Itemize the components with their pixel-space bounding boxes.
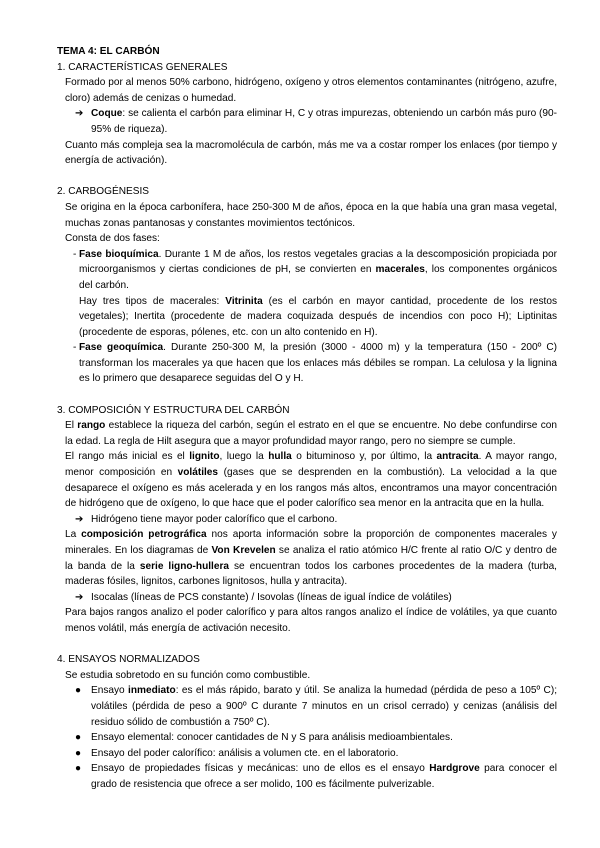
document-page — [57, 44, 557, 793]
document-title: TEMA 4: EL CARBÓN — [57, 46, 160, 57]
paragraph: El rango establece la riqueza del carbón, según el estrato en el que se encuentre. No debe confundirse con la edad. La regla de Hilt asegura que a mayor profundidad mayor rango, pero no siempre se cumple. — [65, 420, 557, 447]
arrow-item-coque: ➔ Coque: se calienta el carbón para eliminar H, C y otras impurezas, obteniendo un carbón más puro (90-95% de riqueza). — [75, 108, 557, 135]
arrow-icon: ➔ — [75, 108, 84, 120]
bullet-item-hardgrove: ● Ensayo de propiedades físicas y mecánicas: uno de ellos es el ensayo Hardgrove para conocer el grado de resistencia que ofrece a ser molido, 100 es fácilmente pulverizable. — [75, 763, 558, 790]
paragraph: Para bajos rangos analizo el poder calorífico y para altos rangos analizo el índice de volátiles, ya que cuanto menos volátil, más energía de activación necesito. — [65, 607, 557, 634]
dash-icon: - — [73, 342, 77, 354]
paragraph: Formado por al menos 50% carbono, hidrógeno, oxígeno y otros elementos contaminantes (nitrógeno, azufre, cloro) además de cenizas o humedad. — [65, 77, 557, 104]
bullet-item-elemental: ● Ensayo elemental: conocer cantidades de N y S para análisis medioambientales. — [57, 730, 557, 746]
bullet-icon: ● — [75, 732, 82, 744]
section-heading-3: 3. COMPOSICIÓN Y ESTRUCTURA DEL CARBÓN — [57, 404, 290, 416]
arrow-item-hidrogeno: ➔ Hidrógeno tiene mayor poder calorífico que el carbono. — [57, 512, 557, 528]
arrow-item-isocalas: ➔ Isocalas (líneas de PCS constante) / Isovolas (líneas de igual índice de volátiles) — [57, 590, 557, 606]
bullet-item-inmediato: ● Ensayo inmediato: es el más rápido, barato y útil. Se analiza la humedad (pérdida de peso a 105º C); volátiles (pérdida de peso a 900º C durante 7 minutos en un crisol cerrado) y cenizas (análisis del residuo sólido de combustión a 750º C). — [75, 685, 557, 728]
paragraph: La composición petrográfica nos aporta información sobre la proporción de componentes macerales y minerales. En los diagramas de Von Krevelen se analiza el ratio atómico H/C frente al ratio O/C y dentro de la banda de la serie ligno-hullera se encuentran todos los carbones procedentes de la madera (turba, maderas fósiles, lignitos, carbones lignitosos, hulla y antracita). — [65, 529, 558, 588]
section-heading-4: 4. ENSAYOS NORMALIZADOS — [57, 654, 200, 666]
bullet-icon: ● — [75, 685, 82, 697]
bullet-icon: ● — [75, 747, 82, 759]
section-heading-1: 1. CARACTERÍSTICAS GENERALES — [57, 61, 228, 73]
paragraph: Cuanto más compleja sea la macromolécula de carbón, más me va a costar romper los enlaces (por tiempo y energía de activación). — [65, 139, 557, 167]
dash-icon: - — [73, 248, 77, 260]
bullet-icon: ● — [75, 763, 82, 775]
section-heading-2: 2. CARBOGÉNESIS — [57, 186, 149, 198]
paragraph: El rango más inicial es el lignito, luego la hulla o bituminoso y, por último, la antracita. A mayor rango, menor composición en volátiles (gases que se desprenden en la combustión). La velocidad a la que desaparece el oxígeno es más acelerada y en los rangos más altos, encontramos una mayor concentración de hidrógeno que de oxígeno, lo que hace que el poder calorífico sea menor en la antracita que en la hulla. — [65, 451, 558, 510]
phase-item-geoquimica: - Fase geoquímica. Durante 250-300 M, la presión (3000 - 4000 m) y la temperatura (150 - 200º C) transforman los macerales ya que hacen que los enlaces más débiles se rompan. La celulosa y la lignina es lo primero que desaparece seguidas del O y H. — [73, 342, 557, 385]
paragraph: Se origina en la época carbonífera, hace 250-300 M de años, época en la que había una gran masa vegetal, muchas zonas pantanosas y constantes movimientos tectónicos. — [65, 201, 557, 229]
arrow-icon: ➔ — [75, 513, 84, 525]
paragraph: Consta de dos fases: — [65, 233, 160, 245]
phase-item-bioquimica: - Fase bioquímica. Durante 1 M de años, los restos vegetales gracias a la descomposición propiciada por microorganismos y ciertas condiciones de pH, se convierten en macerales, los componentes orgánicos del carbón. — [73, 248, 558, 291]
paragraph: Se estudia sobretodo en su función como combustible. — [65, 669, 311, 681]
bullet-item-calorifico: ● Ensayo del poder calorífico: análisis a volumen cte. en el laboratorio. — [57, 746, 557, 762]
macerales-types: Hay tres tipos de macerales: Vitrinita (es el carbón en mayor cantidad, procedente de los restos vegetales); Inertita (procedente de madera coquizada después de incendios con poco H); Liptinitas (procedente de esporas, pólenes, etc. con un alto contenido en H). — [79, 295, 557, 338]
arrow-icon: ➔ — [75, 591, 84, 603]
